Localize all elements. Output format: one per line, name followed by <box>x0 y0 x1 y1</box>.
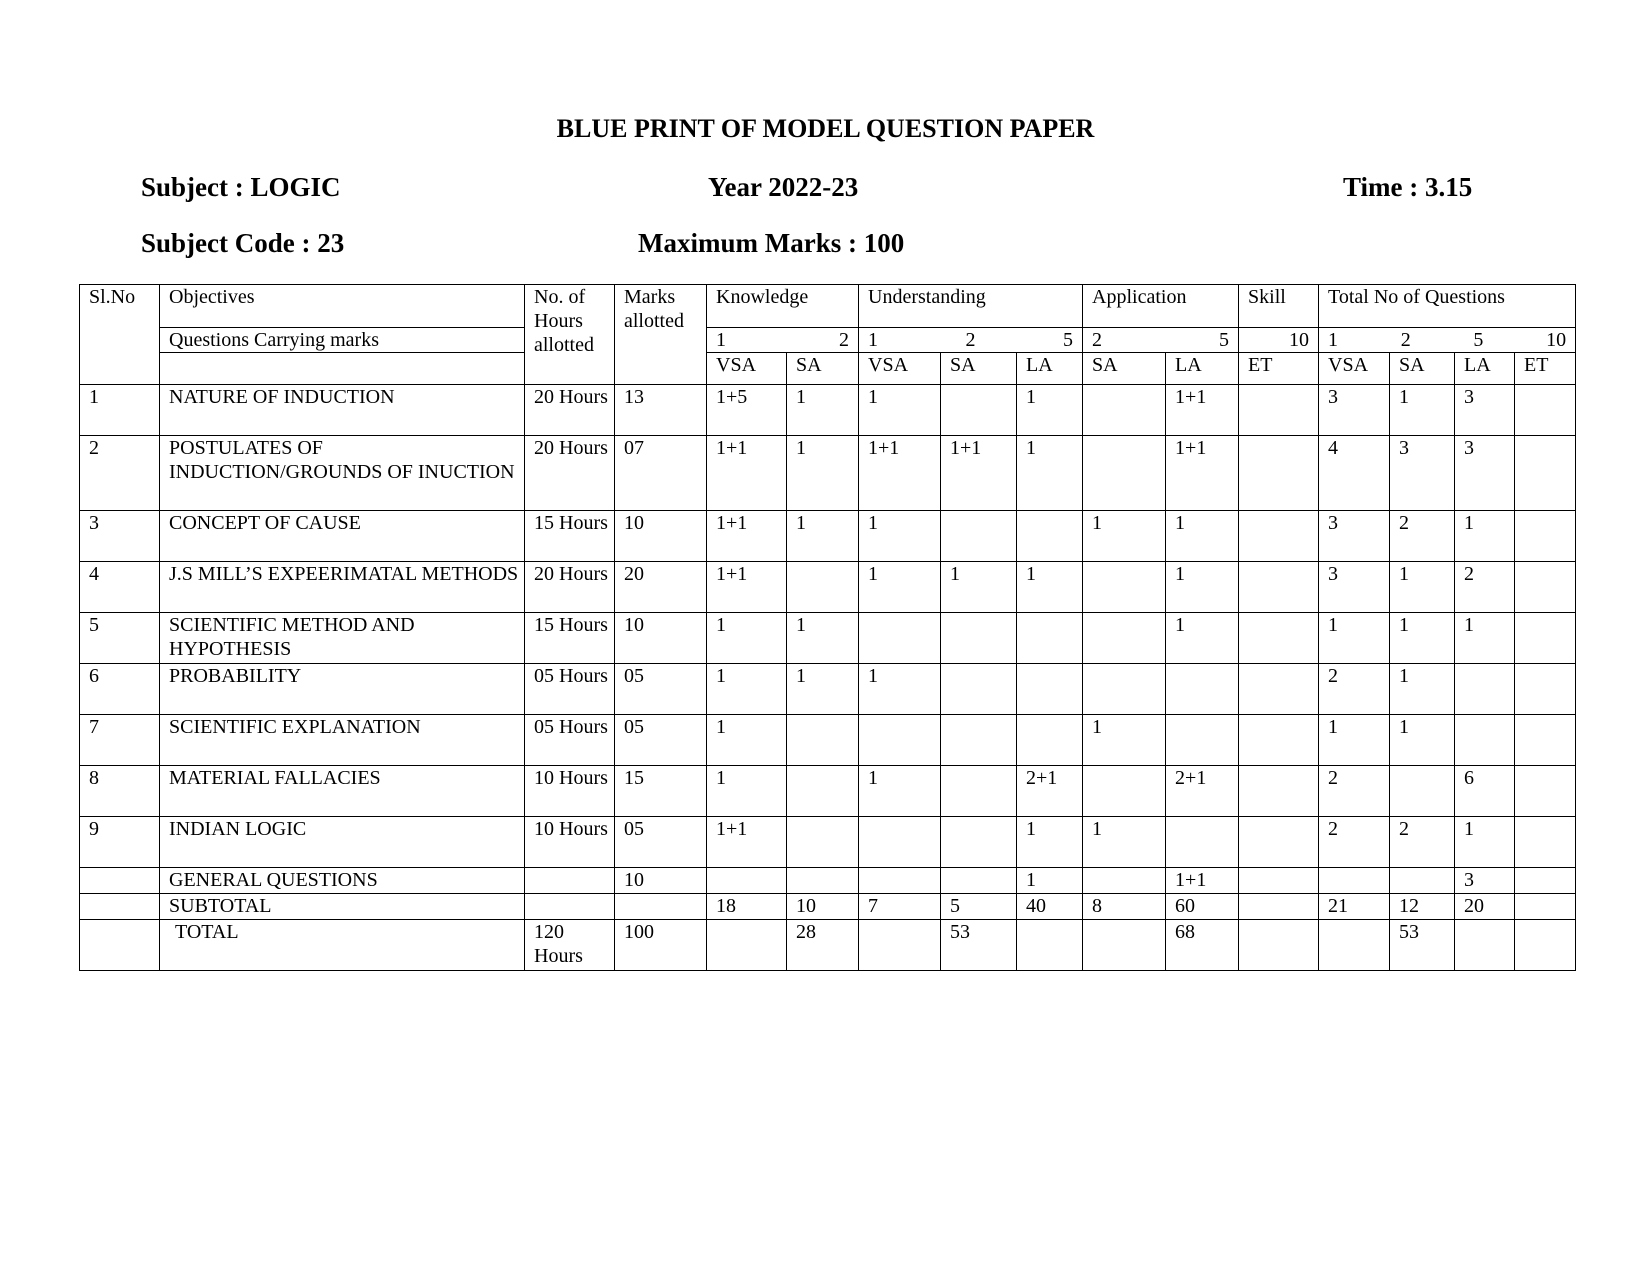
table-cell <box>707 868 787 894</box>
table-cell <box>1455 920 1515 971</box>
table-cell <box>1515 385 1576 436</box>
type-cell: SA <box>1083 353 1166 385</box>
year-label: Year 2022-23 <box>708 172 859 202</box>
table-row <box>80 436 1576 511</box>
table-cell <box>1515 868 1576 894</box>
table-cell <box>787 766 859 817</box>
table-cell: 9 <box>80 817 160 868</box>
table-cell: 1 <box>1166 613 1239 664</box>
mark-u-2: 2 <box>965 329 976 351</box>
table-cell <box>1239 766 1319 817</box>
table-cell: 1 <box>1083 511 1166 562</box>
objective-cell: POSTULATES OF INDUCTION/GROUNDS OF INUCTION <box>160 436 525 511</box>
table-cell <box>1319 868 1390 894</box>
table-cell: 60 <box>1166 894 1239 920</box>
table-cell: 15 Hours <box>525 613 615 664</box>
table-cell: 21 <box>1319 894 1390 920</box>
table-cell <box>1166 817 1239 868</box>
table-cell: 1 <box>1455 511 1515 562</box>
header-blank <box>160 353 525 385</box>
table-row <box>80 562 1576 613</box>
table-cell: 8 <box>80 766 160 817</box>
table-row <box>80 385 1576 436</box>
table-cell: 20 Hours <box>525 436 615 511</box>
table-row <box>80 511 1576 562</box>
mark-a-5: 5 <box>1219 329 1230 351</box>
table-cell: 07 <box>615 436 707 511</box>
table-cell <box>80 868 160 894</box>
table-cell <box>1515 715 1576 766</box>
table-cell: 1 <box>787 436 859 511</box>
table-cell <box>941 715 1017 766</box>
table-cell: 2 <box>80 436 160 511</box>
table-cell <box>1239 436 1319 511</box>
table-cell: 1+1 <box>1166 436 1239 511</box>
header-total-marks <box>1319 328 1576 353</box>
table-cell: 3 <box>1390 436 1455 511</box>
table-cell <box>1515 817 1576 868</box>
table-cell: 1+1 <box>1166 385 1239 436</box>
objective-cell: CONCEPT OF CAUSE <box>160 511 525 562</box>
mark-k-2: 2 <box>839 329 850 351</box>
table-cell <box>1083 664 1166 715</box>
table-cell <box>1083 562 1166 613</box>
table-cell: 1 <box>859 385 941 436</box>
table-cell: 8 <box>1083 894 1166 920</box>
table-cell: 1+1 <box>859 436 941 511</box>
table-cell: 2 <box>1319 664 1390 715</box>
header-objectives: Objectives <box>160 285 525 328</box>
table-cell: 3 <box>1455 436 1515 511</box>
header-knowledge-marks <box>707 328 859 353</box>
table-cell: 1 <box>707 715 787 766</box>
table-cell: 2+1 <box>1017 766 1083 817</box>
header-row-categories <box>80 285 1576 328</box>
header-application: Application <box>1083 285 1239 328</box>
header-knowledge: Knowledge <box>707 285 859 328</box>
table-cell: 1 <box>859 766 941 817</box>
table-cell: 1 <box>1166 511 1239 562</box>
table-cell <box>941 664 1017 715</box>
table-cell: 13 <box>615 385 707 436</box>
type-cell: ET <box>1239 353 1319 385</box>
table-cell <box>1515 920 1576 971</box>
table-cell <box>859 920 941 971</box>
table-cell <box>1083 385 1166 436</box>
table-cell <box>941 817 1017 868</box>
table-cell: 05 <box>615 817 707 868</box>
table-cell <box>1515 562 1576 613</box>
table-row <box>80 894 1576 920</box>
mark-t-2: 2 <box>1400 329 1411 351</box>
table-cell: 3 <box>1455 385 1515 436</box>
type-cell: LA <box>1455 353 1515 385</box>
mark-t-1: 1 <box>1328 329 1339 351</box>
table-cell: 1 <box>1319 715 1390 766</box>
table-cell <box>1515 613 1576 664</box>
header-hours-allotted: No. of Hours allotted <box>525 285 615 385</box>
table-cell <box>1239 562 1319 613</box>
table-cell: 3 <box>1319 562 1390 613</box>
table-cell: 1 <box>1390 613 1455 664</box>
table-cell: 1 <box>1390 664 1455 715</box>
table-cell: 20 <box>1455 894 1515 920</box>
table-cell <box>787 817 859 868</box>
table-cell <box>1239 385 1319 436</box>
table-cell <box>1017 613 1083 664</box>
table-cell <box>859 613 941 664</box>
table-cell <box>707 920 787 971</box>
table-cell <box>1515 436 1576 511</box>
type-cell: VSA <box>1319 353 1390 385</box>
table-cell: 1 <box>1390 385 1455 436</box>
table-cell <box>787 562 859 613</box>
table-cell: 12 <box>1390 894 1455 920</box>
table-cell <box>1239 613 1319 664</box>
table-cell: 05 <box>615 664 707 715</box>
table-cell: 10 Hours <box>525 766 615 817</box>
table-cell <box>859 715 941 766</box>
mark-t-10: 10 <box>1546 329 1567 351</box>
table-cell <box>941 868 1017 894</box>
table-cell: 05 Hours <box>525 664 615 715</box>
mark-u-5: 5 <box>1063 329 1074 351</box>
table-cell: 1+5 <box>707 385 787 436</box>
table-cell: 2+1 <box>1166 766 1239 817</box>
table-cell <box>1239 715 1319 766</box>
objective-cell: INDIAN LOGIC <box>160 817 525 868</box>
table-cell: 4 <box>80 562 160 613</box>
table-cell <box>1166 664 1239 715</box>
objective-cell: NATURE OF INDUCTION <box>160 385 525 436</box>
table-cell: 05 <box>615 715 707 766</box>
table-cell: 1 <box>1017 868 1083 894</box>
mark-u-1: 1 <box>868 329 879 351</box>
table-cell: 1 <box>1319 613 1390 664</box>
type-cell: ET <box>1515 353 1576 385</box>
header-application-marks <box>1083 328 1239 353</box>
header-row-types <box>80 353 1576 385</box>
table-cell: 1 <box>859 664 941 715</box>
table-cell <box>1017 511 1083 562</box>
table-cell: 1 <box>1455 613 1515 664</box>
table-cell: 7 <box>80 715 160 766</box>
table-cell: 1 <box>1017 436 1083 511</box>
table-cell: 120 Hours <box>525 920 615 971</box>
table-cell: 3 <box>1319 511 1390 562</box>
table-cell: 5 <box>941 894 1017 920</box>
table-cell: 6 <box>80 664 160 715</box>
table-cell: 1 <box>859 562 941 613</box>
table-cell: 3 <box>80 511 160 562</box>
table-cell <box>1017 664 1083 715</box>
table-cell <box>1017 920 1083 971</box>
header-questions-carrying: Questions Carrying marks <box>160 328 525 353</box>
table-cell <box>80 894 160 920</box>
table-cell: 1+1 <box>1166 868 1239 894</box>
type-cell: SA <box>941 353 1017 385</box>
type-cell: LA <box>1166 353 1239 385</box>
table-cell <box>1515 894 1576 920</box>
table-cell: 2 <box>1319 817 1390 868</box>
header-understanding-marks <box>859 328 1083 353</box>
table-cell <box>1083 920 1166 971</box>
objective-cell: SUBTOTAL <box>160 894 525 920</box>
table-cell <box>1239 894 1319 920</box>
table-cell <box>859 817 941 868</box>
table-cell <box>1239 868 1319 894</box>
table-cell <box>80 920 160 971</box>
table-cell: 20 Hours <box>525 385 615 436</box>
table-cell: 1 <box>707 613 787 664</box>
table-cell: 28 <box>787 920 859 971</box>
header-marks-allotted: Marks allotted <box>615 285 707 385</box>
table-cell: 1 <box>787 613 859 664</box>
table-cell: 20 Hours <box>525 562 615 613</box>
type-cell: LA <box>1017 353 1083 385</box>
table-row <box>80 868 1576 894</box>
table-cell: 5 <box>80 613 160 664</box>
table-cell: 15 Hours <box>525 511 615 562</box>
table-cell: 100 <box>615 920 707 971</box>
table-cell: 1+1 <box>707 511 787 562</box>
table-cell: 10 <box>615 868 707 894</box>
table-cell: 10 <box>615 511 707 562</box>
table-cell <box>1515 766 1576 817</box>
table-cell <box>525 868 615 894</box>
table-cell: 1+1 <box>707 562 787 613</box>
maximum-marks-label: Maximum Marks : 100 <box>638 228 905 258</box>
type-cell: SA <box>787 353 859 385</box>
table-cell <box>1239 817 1319 868</box>
table-cell <box>1083 613 1166 664</box>
objective-cell: PROBABILITY <box>160 664 525 715</box>
table-cell: 1 <box>1017 385 1083 436</box>
table-cell <box>859 868 941 894</box>
table-cell: 1 <box>707 664 787 715</box>
table-cell: 05 Hours <box>525 715 615 766</box>
header-understanding: Understanding <box>859 285 1083 328</box>
table-cell: 4 <box>1319 436 1390 511</box>
table-cell: 10 Hours <box>525 817 615 868</box>
table-cell <box>1083 436 1166 511</box>
blueprint-table <box>79 284 1576 971</box>
table-cell <box>1239 511 1319 562</box>
table-cell <box>787 715 859 766</box>
header-row-marks <box>80 328 1576 353</box>
table-cell: 2 <box>1319 766 1390 817</box>
header-skill: Skill <box>1239 285 1319 328</box>
table-cell: 1 <box>787 385 859 436</box>
table-cell: 2 <box>1390 511 1455 562</box>
header-total-questions: Total No of Questions <box>1319 285 1576 328</box>
table-cell <box>1239 920 1319 971</box>
table-cell: 40 <box>1017 894 1083 920</box>
table-cell: 18 <box>707 894 787 920</box>
table-cell: 1 <box>1083 715 1166 766</box>
table-row <box>80 766 1576 817</box>
table-cell <box>941 511 1017 562</box>
table-cell <box>941 613 1017 664</box>
table-cell: 1 <box>1390 715 1455 766</box>
table-cell <box>615 894 707 920</box>
table-cell: 1 <box>941 562 1017 613</box>
subject-label: Subject : LOGIC <box>141 172 341 202</box>
table-cell: 10 <box>615 613 707 664</box>
table-cell: 1 <box>859 511 941 562</box>
table-row <box>80 664 1576 715</box>
table-cell <box>1083 868 1166 894</box>
table-row <box>80 613 1576 664</box>
table-cell <box>941 766 1017 817</box>
table-cell: 1 <box>707 766 787 817</box>
table-cell <box>941 385 1017 436</box>
table-cell: 53 <box>1390 920 1455 971</box>
mark-a-2: 2 <box>1092 329 1103 351</box>
table-cell: 3 <box>1319 385 1390 436</box>
table-cell: 1 <box>1017 817 1083 868</box>
table-cell: 53 <box>941 920 1017 971</box>
table-cell <box>1390 868 1455 894</box>
objective-cell: GENERAL QUESTIONS <box>160 868 525 894</box>
table-cell <box>1390 766 1455 817</box>
table-cell <box>1515 664 1576 715</box>
table-cell <box>787 868 859 894</box>
table-cell: 10 <box>787 894 859 920</box>
table-cell: 15 <box>615 766 707 817</box>
type-cell: VSA <box>859 353 941 385</box>
table-row <box>80 920 1576 971</box>
table-cell: 7 <box>859 894 941 920</box>
table-cell: 1 <box>1455 817 1515 868</box>
table-cell <box>1455 715 1515 766</box>
table-cell: 20 <box>615 562 707 613</box>
table-cell: 1 <box>1017 562 1083 613</box>
table-cell: 3 <box>1455 868 1515 894</box>
objective-cell: TOTAL <box>160 920 525 971</box>
table-cell <box>1166 715 1239 766</box>
table-cell: 68 <box>1166 920 1239 971</box>
page-title: BLUE PRINT OF MODEL QUESTION PAPER <box>556 114 1095 143</box>
table-row <box>80 817 1576 868</box>
table-cell <box>1319 920 1390 971</box>
mark-s-10: 10 <box>1239 328 1319 353</box>
type-cell: VSA <box>707 353 787 385</box>
header-slno: Sl.No <box>80 285 160 385</box>
objective-cell: MATERIAL FALLACIES <box>160 766 525 817</box>
table-cell: 1 <box>787 511 859 562</box>
table-cell <box>525 894 615 920</box>
table-cell: 1+1 <box>707 817 787 868</box>
type-cell: SA <box>1390 353 1455 385</box>
objective-cell: SCIENTIFIC EXPLANATION <box>160 715 525 766</box>
mark-t-5: 5 <box>1473 329 1484 351</box>
table-cell <box>1017 715 1083 766</box>
table-cell: 1+1 <box>707 436 787 511</box>
table-cell <box>1239 664 1319 715</box>
objective-cell: SCIENTIFIC METHOD AND HYPOTHESIS <box>160 613 525 664</box>
table-cell: 1 <box>80 385 160 436</box>
table-cell: 2 <box>1390 817 1455 868</box>
table-cell: 1+1 <box>941 436 1017 511</box>
objective-cell: J.S MILL’S EXPEERIMATAL METHODS <box>160 562 525 613</box>
subject-code-label: Subject Code : 23 <box>141 228 345 258</box>
table-cell: 1 <box>1390 562 1455 613</box>
table-cell <box>1515 511 1576 562</box>
time-label: Time : 3.15 <box>1343 172 1473 202</box>
table-cell <box>1083 766 1166 817</box>
mark-k-1: 1 <box>716 329 726 351</box>
table-row <box>80 715 1576 766</box>
table-cell <box>1455 664 1515 715</box>
table-cell: 6 <box>1455 766 1515 817</box>
table-cell: 2 <box>1455 562 1515 613</box>
table-cell: 1 <box>787 664 859 715</box>
table-cell: 1 <box>1083 817 1166 868</box>
table-cell: 1 <box>1166 562 1239 613</box>
